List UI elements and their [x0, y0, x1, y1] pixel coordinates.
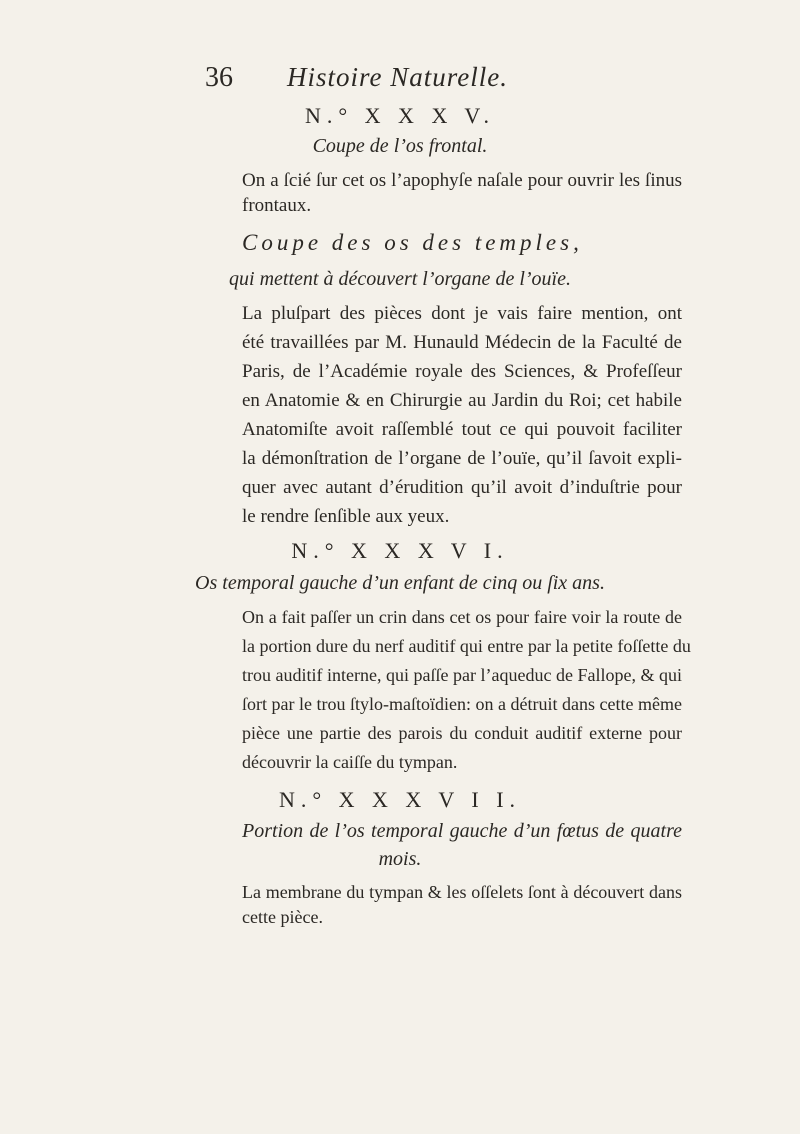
entry-number: N.° X X X V I I. — [278, 787, 522, 812]
paragraph-line: On a fait paſſer un crin dans cet os pour faire voir la route de — [242, 607, 682, 627]
paragraph-line: quer avec autant d’érudition qu’il avoit d’induſtrie pour — [242, 477, 682, 498]
entry-number: N.° X X X V. — [304, 103, 495, 128]
paragraph-line: cette pièce. — [242, 907, 323, 927]
paragraph-line: On a ſcié ſur cet os l’apophyſe naſale pour ouvrir les ſinus — [242, 170, 682, 191]
paragraph-line: la démonſtration de l’organe de l’ouïe, qu’il ſavoit expli- — [242, 448, 682, 469]
entry-title: mois. — [378, 848, 422, 870]
section-subtitle: qui mettent à découvert l’organe de l’ouïe. — [229, 268, 571, 290]
paragraph-line: en Anatomie & en Chirurgie au Jardin du Roi; cet habile — [242, 390, 682, 411]
entry-title: Os temporal gauche d’un enfant de cinq ou ſix ans. — [195, 572, 605, 594]
entry-title: Portion de l’os temporal gauche d’un fœtus de quatre — [242, 820, 682, 842]
paragraph-line: frontaux. — [242, 195, 312, 216]
page-header — [205, 62, 625, 96]
paragraph-line: le rendre ſenſible aux yeux. — [242, 506, 450, 527]
paragraph-line: pièce une partie des parois du conduit auditif externe pour — [242, 723, 682, 743]
page-number: 36 — [205, 62, 233, 93]
running-title: Histoire Naturelle. — [287, 62, 508, 92]
paragraph-line: trou auditif interne, qui paſſe par l’aqueduc de Fallope, & qui — [242, 665, 682, 685]
paragraph-line: Anatomiſte avoit raſſemblé tout ce qui pouvoit faciliter — [242, 419, 682, 440]
entry-number: N.° X X X V I. — [291, 538, 509, 563]
paragraph-line: La membrane du tympan & les oſſelets ſont à découvert dans — [242, 882, 682, 902]
paragraph-line: découvrir la caiſſe du tympan. — [242, 752, 458, 772]
paragraph-line: La pluſpart des pièces dont je vais faire mention, ont — [242, 303, 682, 324]
section-heading: Coupe des os des temples, — [242, 230, 583, 255]
paragraph-line: la portion dure du nerf auditif qui entre par la petite foſſette du — [242, 636, 691, 656]
entry-title: Coupe de l’os frontal. — [312, 135, 488, 157]
paragraph-line: ſort par le trou ſtylo-maſtoïdien: on a détruit dans cette même — [242, 694, 682, 714]
paragraph-line: été travaillées par M. Hunauld Médecin de la Faculté de — [242, 332, 682, 353]
paragraph-line: Paris, de l’Académie royale des Sciences, & Profeſſeur — [242, 361, 682, 382]
